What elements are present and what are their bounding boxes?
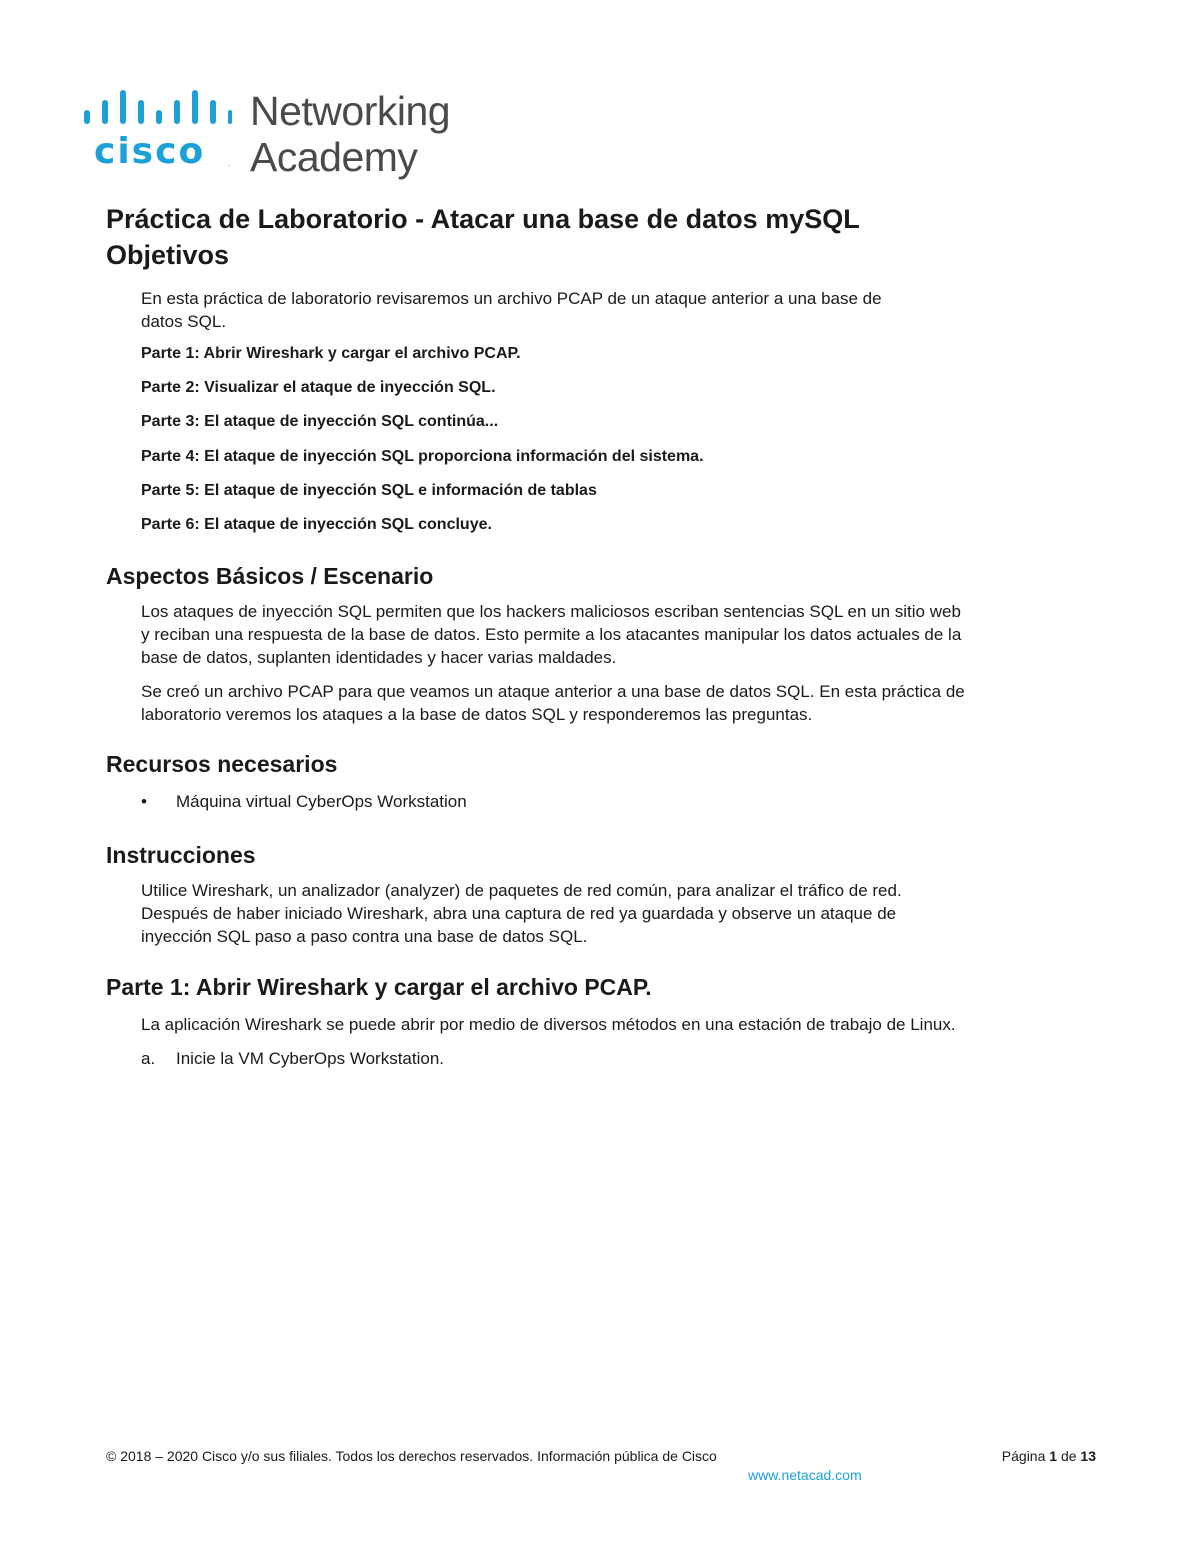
background-p1-line1: Los ataques de inyección SQL permiten que los hackers maliciosos escriban sentencias SQL en un sitio web [141,602,961,621]
cisco-bridge-icon [82,88,232,130]
instructions-line3: inyección SQL paso a paso contra una base de datos SQL. [141,927,588,946]
page-total: 13 [1080,1448,1096,1464]
page-of: de [1060,1448,1077,1464]
wordmark-networking: Networking [250,88,451,134]
netacad-link[interactable]: www.netacad.com [748,1467,862,1483]
resource-item-text: Máquina virtual CyberOps Workstation [176,792,467,811]
instructions-line2: Después de haber iniciado Wireshark, abra una captura de red ya guardada y observe un ataque de [141,904,897,923]
step-text: Inicie la VM CyberOps Workstation. [176,1049,444,1068]
academy-wordmark [250,88,450,180]
page-word: Página [1001,1448,1046,1464]
background-p1-line2: y reciban una respuesta de la base de datos. Esto permite a los atacantes manipular los datos actuales de la [141,625,962,644]
page-footer [106,1446,1096,1466]
cisco-networking-academy-logo [82,86,482,178]
background-p1-line3: base de datos, suplanten identidades y hacer varias maldades. [141,648,617,667]
wordmark-academy: Academy [250,134,418,180]
bullet-icon: • [141,792,147,811]
page-number [1002,1446,1096,1466]
resources-heading: Recursos necesarios [106,751,338,777]
instructions-heading: Instrucciones [106,842,256,868]
objective-part-2: Parte 2: Visualizar el ataque de inyección SQL. [141,379,496,396]
objective-part-3: Parte 3: El ataque de inyección SQL continúa... [141,413,499,430]
objective-part-6: Parte 6: El ataque de inyección SQL concluye. [141,516,492,533]
background-heading: Aspectos Básicos / Escenario [106,563,434,589]
copyright-notice: © 2018 – 2020 Cisco y/o sus filiales. Todos los derechos reservados. Información pública de Cisco [106,1448,717,1464]
trademark-mark: . [228,158,231,168]
document-title: Práctica de Laboratorio - Atacar una base de datos mySQL [106,204,860,234]
step-marker: a. [141,1049,156,1068]
page-current: 1 [1049,1448,1058,1464]
cisco-wordmark: cisco [94,131,206,172]
objective-part-4: Parte 4: El ataque de inyección SQL proporciona información del sistema. [141,448,704,465]
objective-part-1: Parte 1: Abrir Wireshark y cargar el archivo PCAP. [141,345,521,362]
background-p2-line2: laboratorio veremos los ataques a la base de datos SQL y responderemos las preguntas. [141,705,813,724]
objectives-heading: Objetivos [106,240,230,270]
part1-heading: Parte 1: Abrir Wireshark y cargar el archivo PCAP. [106,974,652,1000]
objectives-intro-line1: En esta práctica de laboratorio revisaremos un archivo PCAP de un ataque anterior a una base de [141,289,882,308]
background-p2-line1: Se creó un archivo PCAP para que veamos un ataque anterior a una base de datos SQL. En esta práctica de [141,682,965,701]
instructions-line1: Utilice Wireshark, un analizador (analyzer) de paquetes de red común, para analizar el tráfico de red. [141,881,902,900]
part1-intro: La aplicación Wireshark se puede abrir por medio de diversos métodos en una estación de trabajo de Linux. [141,1015,956,1034]
objective-part-5: Parte 5: El ataque de inyección SQL e información de tablas [141,482,597,499]
objectives-intro-line2: datos SQL. [141,312,227,331]
